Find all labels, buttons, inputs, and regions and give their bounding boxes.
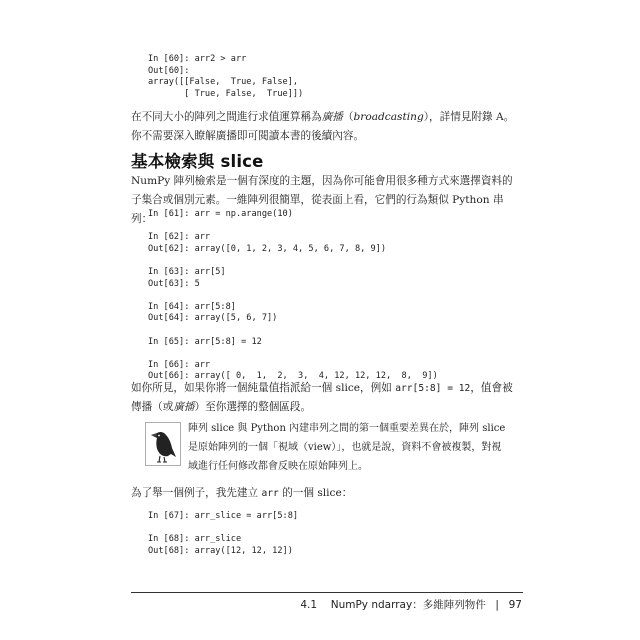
code-block-arr-slice: In [67]: arr_slice = arr[5:8] In [68]: arr_slice Out[68]: array([12, 12, 12]) [148,511,299,556]
footer-separator: | [495,599,499,611]
paragraph-slice-example [131,484,523,503]
code-block-basic-slicing: In [61]: arr = np.arange(10) In [62]: arr Out[62]: array([0, 1, 2, 3, 4, 5, 6, 7, 8, 9]) In [63]: arr[5] Out[63]: 5 In [64]: arr[5:8] Out[64]: array([5, 6, 7]) In [65]: arr[5:8] = 12 In [66]: arr Out[66]: array([ 0, 1, 2, 3, 4, 12, 12, 12, 8, 9]) [148,209,438,382]
term-emphasis: 廣播 [321,111,343,123]
para-text: 如你所見，如果你將一個純量值指派給一個 slice，例如 [131,382,396,394]
para-text: 在不同大小的陣列之間進行求值運算稱為 [131,111,322,123]
paren-open: （ [342,111,354,123]
note-callout [145,420,505,472]
section-heading: 基本檢索與 slice [131,152,264,171]
footer-section-number: 4.1 [300,599,318,611]
para-text: 為了舉一個例子，我先建立 [131,487,262,499]
footer-chapter-title: NumPy ndarray：多維陣列物件 [330,599,486,611]
page-footer [300,597,522,612]
paragraph-indexing-intro: NumPy 陣列檢索是一個有深度的主題，因為你可能會用很多種方式來選擇資料的子集合或個別元素。一維陣列很簡單，從表面上看，它們的行為類似 Python 串列： [131,175,513,225]
para-text-rest: ）至你選擇的整個區段。 [194,401,312,413]
paragraph-scalar-broadcast [131,379,523,417]
code-block-arr2-comparison: In [60]: arr2 > arr Out[60]: array([[False, True, False], [ True, False, True]]) [148,54,304,99]
footer-divider [131,592,523,593]
inline-code: arr [261,488,279,499]
paragraph-broadcasting [131,108,523,146]
note-text: 陣列 slice 與 Python 內建串列之間的第一個重要差異在於，陣列 slice 是原始陣列的一個「視域（view）」，也就是說，資料不會被複製，對視域進行任何修改都會反映在原始陣列上。 [188,423,506,472]
page-number: 97 [508,599,522,611]
para-text-rest: ），詳情見附錄 A。你不需要深入瞭解廣播即可閱讀本書的後續內容。 [131,111,515,142]
term-emphasis: 廣播 [173,401,195,413]
para-text-middle: ，值會被傳播（或 [131,382,513,413]
inline-code: arr[5:8] = 12 [395,383,471,394]
term-english: broadcasting [353,111,424,123]
crow-icon [145,422,181,466]
para-text-rest: 的一個 slice： [278,487,353,499]
